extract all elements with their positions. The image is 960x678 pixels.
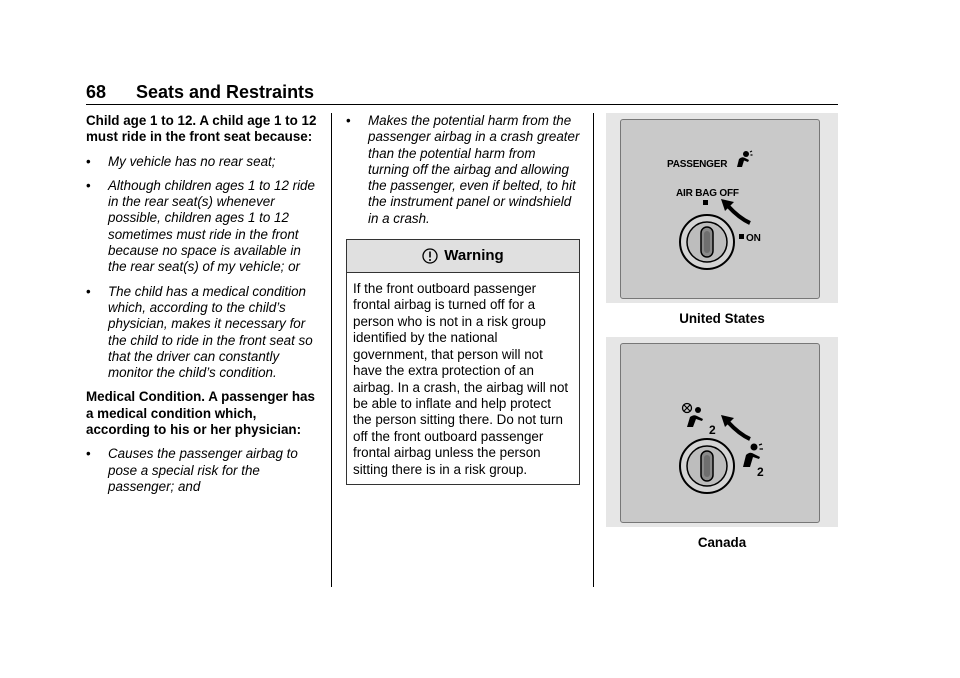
column-divider — [331, 113, 332, 587]
column-left — [86, 113, 322, 503]
list-item: • Makes the potential harm from the passenger airbag in a crash greater than the potential harm from turning off the airbag and allowing the passenger, even if belted, to hit the instrument panel or windshield in a crash. — [346, 113, 580, 226]
airbag-off-label: AIR BAG OFF — [676, 188, 739, 199]
list-item: • My vehicle has no rear seat; — [86, 153, 276, 169]
off-number-label: 2 — [709, 423, 716, 438]
warning-title: Warning — [444, 246, 504, 264]
figure-caption-us: United States — [679, 311, 765, 326]
key-switch — [677, 436, 737, 496]
warning-icon — [422, 248, 438, 264]
column-middle — [346, 113, 580, 485]
section-title: Seats and Restraints — [136, 82, 315, 102]
list-item: • The child has a medical condition which, according to the child’s physician, makes it necessary for the child to ride in the front seat so that the driver can constantly monitor the child’s condition. — [86, 283, 313, 381]
column-divider — [593, 113, 594, 587]
switch-panel — [620, 343, 820, 523]
figure-canada-airbag-switch — [606, 337, 838, 527]
medical-condition-heading: Medical Condition. A passenger has a medical condition which, according to his or her physician: — [86, 389, 315, 438]
on-number-label: 2 — [757, 465, 764, 480]
page-header — [86, 82, 838, 105]
child-age-heading: Child age 1 to 12. A child age 1 to 12 must ride in the front seat because: — [86, 113, 317, 145]
figure-us-airbag-switch — [606, 113, 838, 303]
off-indicator — [703, 200, 708, 205]
warning-text: If the front outboard passenger frontal airbag is turned off for a person who is not in a risk group identified by the national government, that person will not have the extra protection of an airbag. In a crash, the airbag will not be able to inflate and help protect the person sitting there. Do not turn off the front outboard passenger frontal airbag unless the person sitting there is in a risk group. — [353, 281, 569, 477]
list-item: • Causes the passenger airbag to pose a special risk for the passenger; and — [86, 446, 298, 494]
list-item: • Although children ages 1 to 12 ride in the rear seat(s) whenever possible, children ages 1 to 12 sometimes must ride in the front because no space is available in the rear seat(s) of my vehicle; or — [86, 177, 315, 275]
on-indicator — [739, 234, 744, 239]
figure-caption-canada: Canada — [697, 535, 747, 551]
column-right — [606, 113, 838, 562]
warning-box — [346, 239, 580, 485]
switch-panel — [620, 119, 820, 299]
page-number: 68 — [86, 82, 107, 102]
key-switch — [677, 212, 737, 272]
passenger-airbag-off-icon — [681, 402, 707, 428]
on-label: ON — [746, 233, 761, 244]
passenger-airbag-icon — [733, 150, 753, 168]
passenger-label: PASSENGER — [667, 159, 728, 170]
warning-header — [347, 240, 579, 273]
